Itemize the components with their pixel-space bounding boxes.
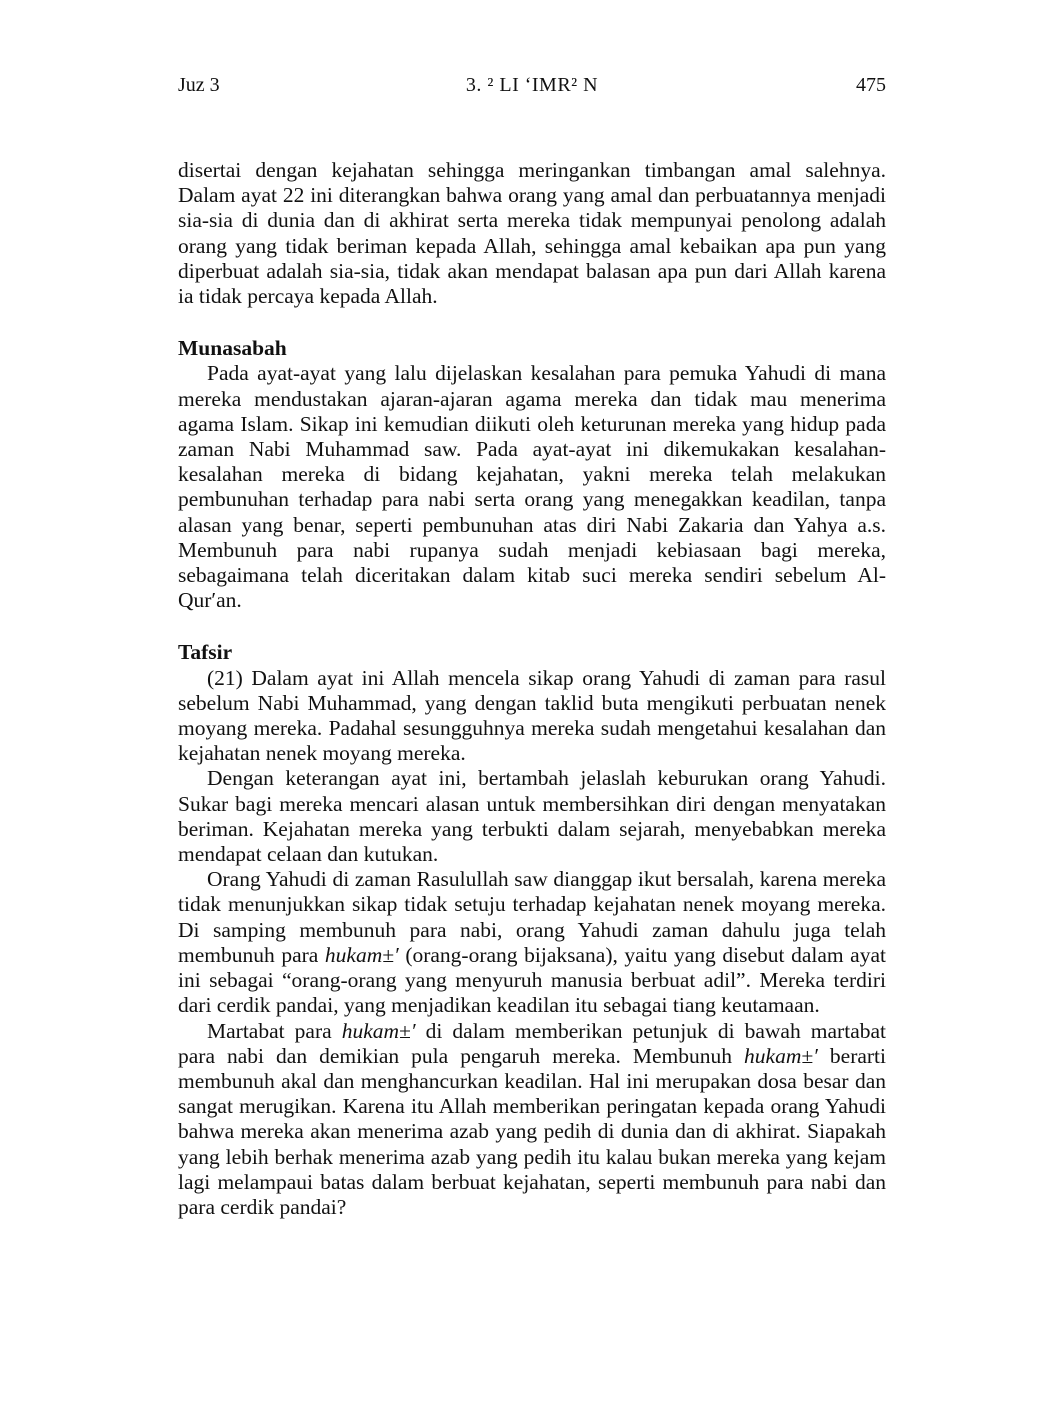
- munasabah-heading: Munasabah: [178, 336, 287, 361]
- term-hukama: hukam±′: [341, 1018, 416, 1043]
- intro-paragraph: disertai dengan kejahatan sehingga meringankan timbangan amal salehnya. Dalam ayat 22 ini diterangkan bahwa orang yang amal dan perbuatannya menjadi sia-sia di dunia dan di akhirat serta mereka tidak mempunyai penolong adalah orang yang tidak beriman kepada Allah, sehingga amal kebaikan apa pun yang diperbuat adalah sia-sia, tidak akan mendapat balasan apa pun dari Allah karena ia tidak percaya kepada Allah.: [178, 158, 886, 309]
- header-juz: Juz 3: [178, 74, 220, 96]
- body-text: [178, 158, 886, 1220]
- running-header: [178, 70, 886, 100]
- page-number: 475: [856, 74, 886, 96]
- text-segment: Orang Yahudi di zaman Rasulullah saw dianggap ikut bersalah, karena mereka tidak menunjukkan sikap tidak setuju terhadap kejahatan nenek moyang mereka. Di samping membunuh para nabi, orang Yahudi zaman dahulu juga telah membunuh para: [178, 867, 886, 967]
- term-hukama: hukam±′: [744, 1043, 818, 1068]
- tafsir-paragraph-4: [178, 1019, 886, 1221]
- term-hukama: hukam±′: [324, 942, 399, 967]
- tafsir-paragraph-3: [178, 867, 886, 1018]
- tafsir-heading: Tafsir: [178, 640, 233, 665]
- text-segment: di dalam memberikan petunjuk di bawah martabat para nabi dan demikian pula pengaruh mereka. Membunuh: [178, 1018, 886, 1068]
- tafsir-paragraph-1: (21) Dalam ayat ini Allah mencela sikap orang Yahudi di zaman para rasul sebelum Nabi Muhammad, yang dengan taklid buta mengikuti perbuatan nenek moyang mereka. Padahal sesungguhnya mereka sudah mengetahui kesalahan dan kejahatan nenek moyang mereka.: [178, 665, 886, 766]
- header-surah-title: 3. ² LI ‘IMR² N: [465, 74, 599, 96]
- tafsir-paragraph-2: Dengan keterangan ayat ini, bertambah jelaslah keburukan orang Yahudi. Sukar bagi mereka mencari alasan untuk membersihkan diri dengan menyatakan beriman. Kejahatan mereka yang terbukti dalam sejarah, menyebabkan mereka mendapat celaan dan kutukan.: [178, 766, 886, 867]
- munasabah-paragraph: Pada ayat-ayat yang lalu dijelaskan kesalahan para pemuka Yahudi di mana mereka mendustakan ajaran-ajaran agama mereka dan tidak mau menerima agama Islam. Sikap ini kemudian diikuti oleh keturunan mereka yang hidup pada zaman Nabi Muhammad saw. Pada ayat-ayat ini dikemukakan kesalahan-kesalahan mereka di bidang kejahatan, yakni mereka telah melakukan pembunuhan terhadap para nabi serta orang yang menegakkan keadilan, tanpa alasan yang benar, seperti pembunuhan atas diri Nabi Zakaria dan Yahya a.s. Membunuh para nabi rupanya sudah menjadi kebiasaan bagi mereka, sebagaimana telah diceritakan dalam kitab suci mereka sendiri sebelum Al-Qur′an.: [178, 361, 886, 613]
- text-segment: (orang-orang bijaksana), yaitu yang disebut dalam ayat ini sebagai “orang-orang yang menyuruh manusia berbuat adil”. Mereka terdiri dari cerdik pandai, yang menjadikan keadilan itu sebagai tiang keutamaan.: [178, 942, 886, 1018]
- text-segment: berarti membunuh akal dan menghancurkan keadilan. Hal ini merupakan dosa besar dan sangat merugikan. Karena itu Allah memberikan peringatan kepada orang Yahudi bahwa mereka akan menerima azab yang pedih di dunia dan di akhirat. Siapakah yang lebih berhak menerima azab yang pedih itu kalau bukan mereka yang kejam lagi melampaui batas dalam berbuat kejahatan, seperti membunuh para nabi dan para cerdik pandai?: [178, 1043, 887, 1219]
- text-segment: Martabat para: [207, 1018, 342, 1043]
